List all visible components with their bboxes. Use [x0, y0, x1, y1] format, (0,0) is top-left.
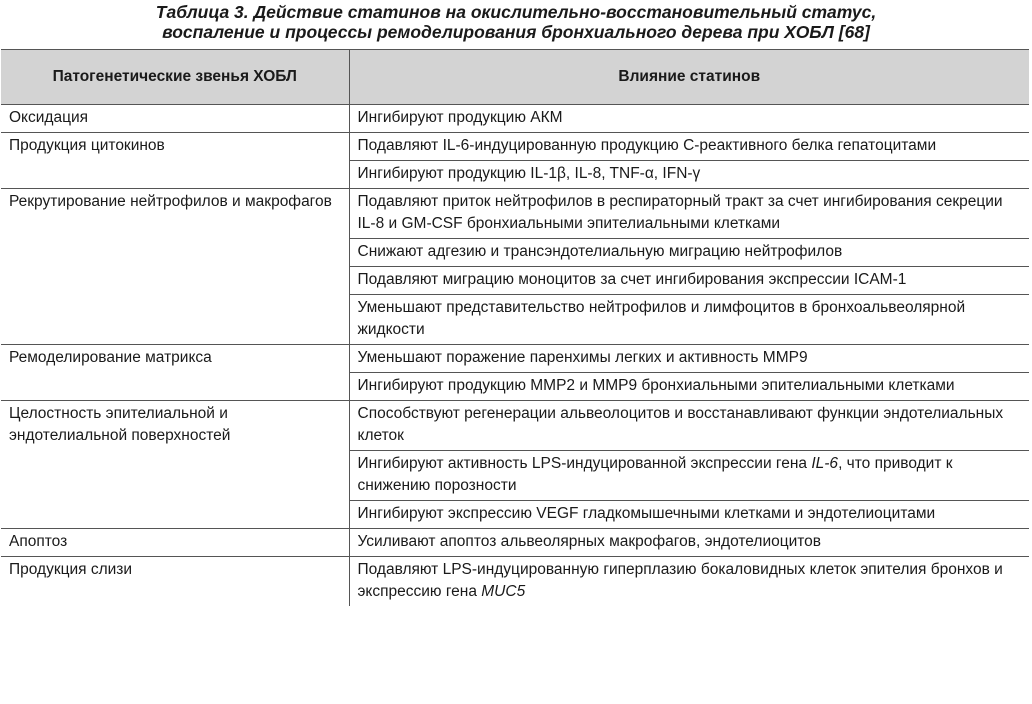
row-label-oxidation: Оксидация [1, 105, 349, 133]
effect-cell: Подавляют миграцию моноцитов за счет ингибирования экспрессии ICAM-1 [349, 267, 1029, 295]
effect-cell: Снижают адгезию и трансэндотелиальную миграцию нейтрофилов [349, 239, 1029, 267]
header-pathogenetic: Патогенетические звенья ХОБЛ [1, 50, 349, 105]
effect-cell: Уменьшают представительство нейтрофилов и лимфоцитов в бронхоальвеолярной жидкости [349, 295, 1029, 345]
effect-cell [349, 557, 1029, 607]
effect-cell: Уменьшают поражение паренхимы легких и активность MMP9 [349, 345, 1029, 373]
row-label-surface-integrity: Целостность эпителиальной и эндотелиальной поверхностей [1, 401, 349, 529]
caption-line-1: Таблица 3. Действие статинов на окислительно-восстановительный статус, [155, 2, 877, 22]
row-label-mucus: Продукция слизи [1, 557, 349, 607]
gene-name: IL-6 [811, 455, 839, 472]
caption-line-2: воспаление и процессы ремоделирования бронхиального дерева при ХОБЛ [68] [162, 22, 870, 42]
table-row [1, 105, 1029, 133]
statins-effects-table [1, 49, 1029, 606]
effect-cell: Ингибируют экспрессию VEGF гладкомышечными клетками и эндотелиоцитами [349, 501, 1029, 529]
effect-text: , что приводит к снижению порозности [357, 455, 953, 494]
row-label-matrix-remodeling: Ремоделирование матрикса [1, 345, 349, 401]
effect-cell: Подавляют IL-6-индуцированную продукцию С-реактивного белка гепатоцитами [349, 133, 1029, 161]
header-effect: Влияние статинов [349, 50, 1029, 105]
table-row [1, 401, 1029, 451]
table-row [1, 189, 1029, 239]
table-row [1, 133, 1029, 161]
row-label-apoptosis: Апоптоз [1, 529, 349, 557]
effect-cell: Усиливают апоптоз альвеолярных макрофагов, эндотелиоцитов [349, 529, 1029, 557]
effect-cell: Ингибируют продукцию IL-1β, IL-8, TNF-α, IFN-γ [349, 161, 1029, 189]
row-label-cytokines: Продукция цитокинов [1, 133, 349, 189]
table-row [1, 529, 1029, 557]
table-row [1, 345, 1029, 373]
row-label-recruitment: Рекрутирование нейтрофилов и макрофагов [1, 189, 349, 345]
effect-cell [349, 451, 1029, 501]
effect-cell: Способствуют регенерации альвеолоцитов и восстанавливают функции эндотелиальных клеток [349, 401, 1029, 451]
effect-cell: Ингибируют продукцию MMP2 и MMP9 бронхиальными эпителиальными клетками [349, 373, 1029, 401]
effect-text: Подавляют LPS-индуцированную гиперплазию бокаловидных клеток эпителия бронхов и экспрессию гена [357, 561, 1003, 600]
table-header-row [1, 50, 1029, 105]
table-row [1, 557, 1029, 607]
gene-name: MUC5 [481, 583, 526, 600]
effect-cell: Подавляют приток нейтрофилов в респираторный тракт за счет ингибирования секреции IL-8 и GM-CSF бронхиальными эпителиальными клетками [349, 189, 1029, 239]
effect-cell: Ингибируют продукцию АКМ [349, 105, 1029, 133]
effect-text: Ингибируют активность LPS-индуцированной экспрессии гена [357, 455, 812, 472]
